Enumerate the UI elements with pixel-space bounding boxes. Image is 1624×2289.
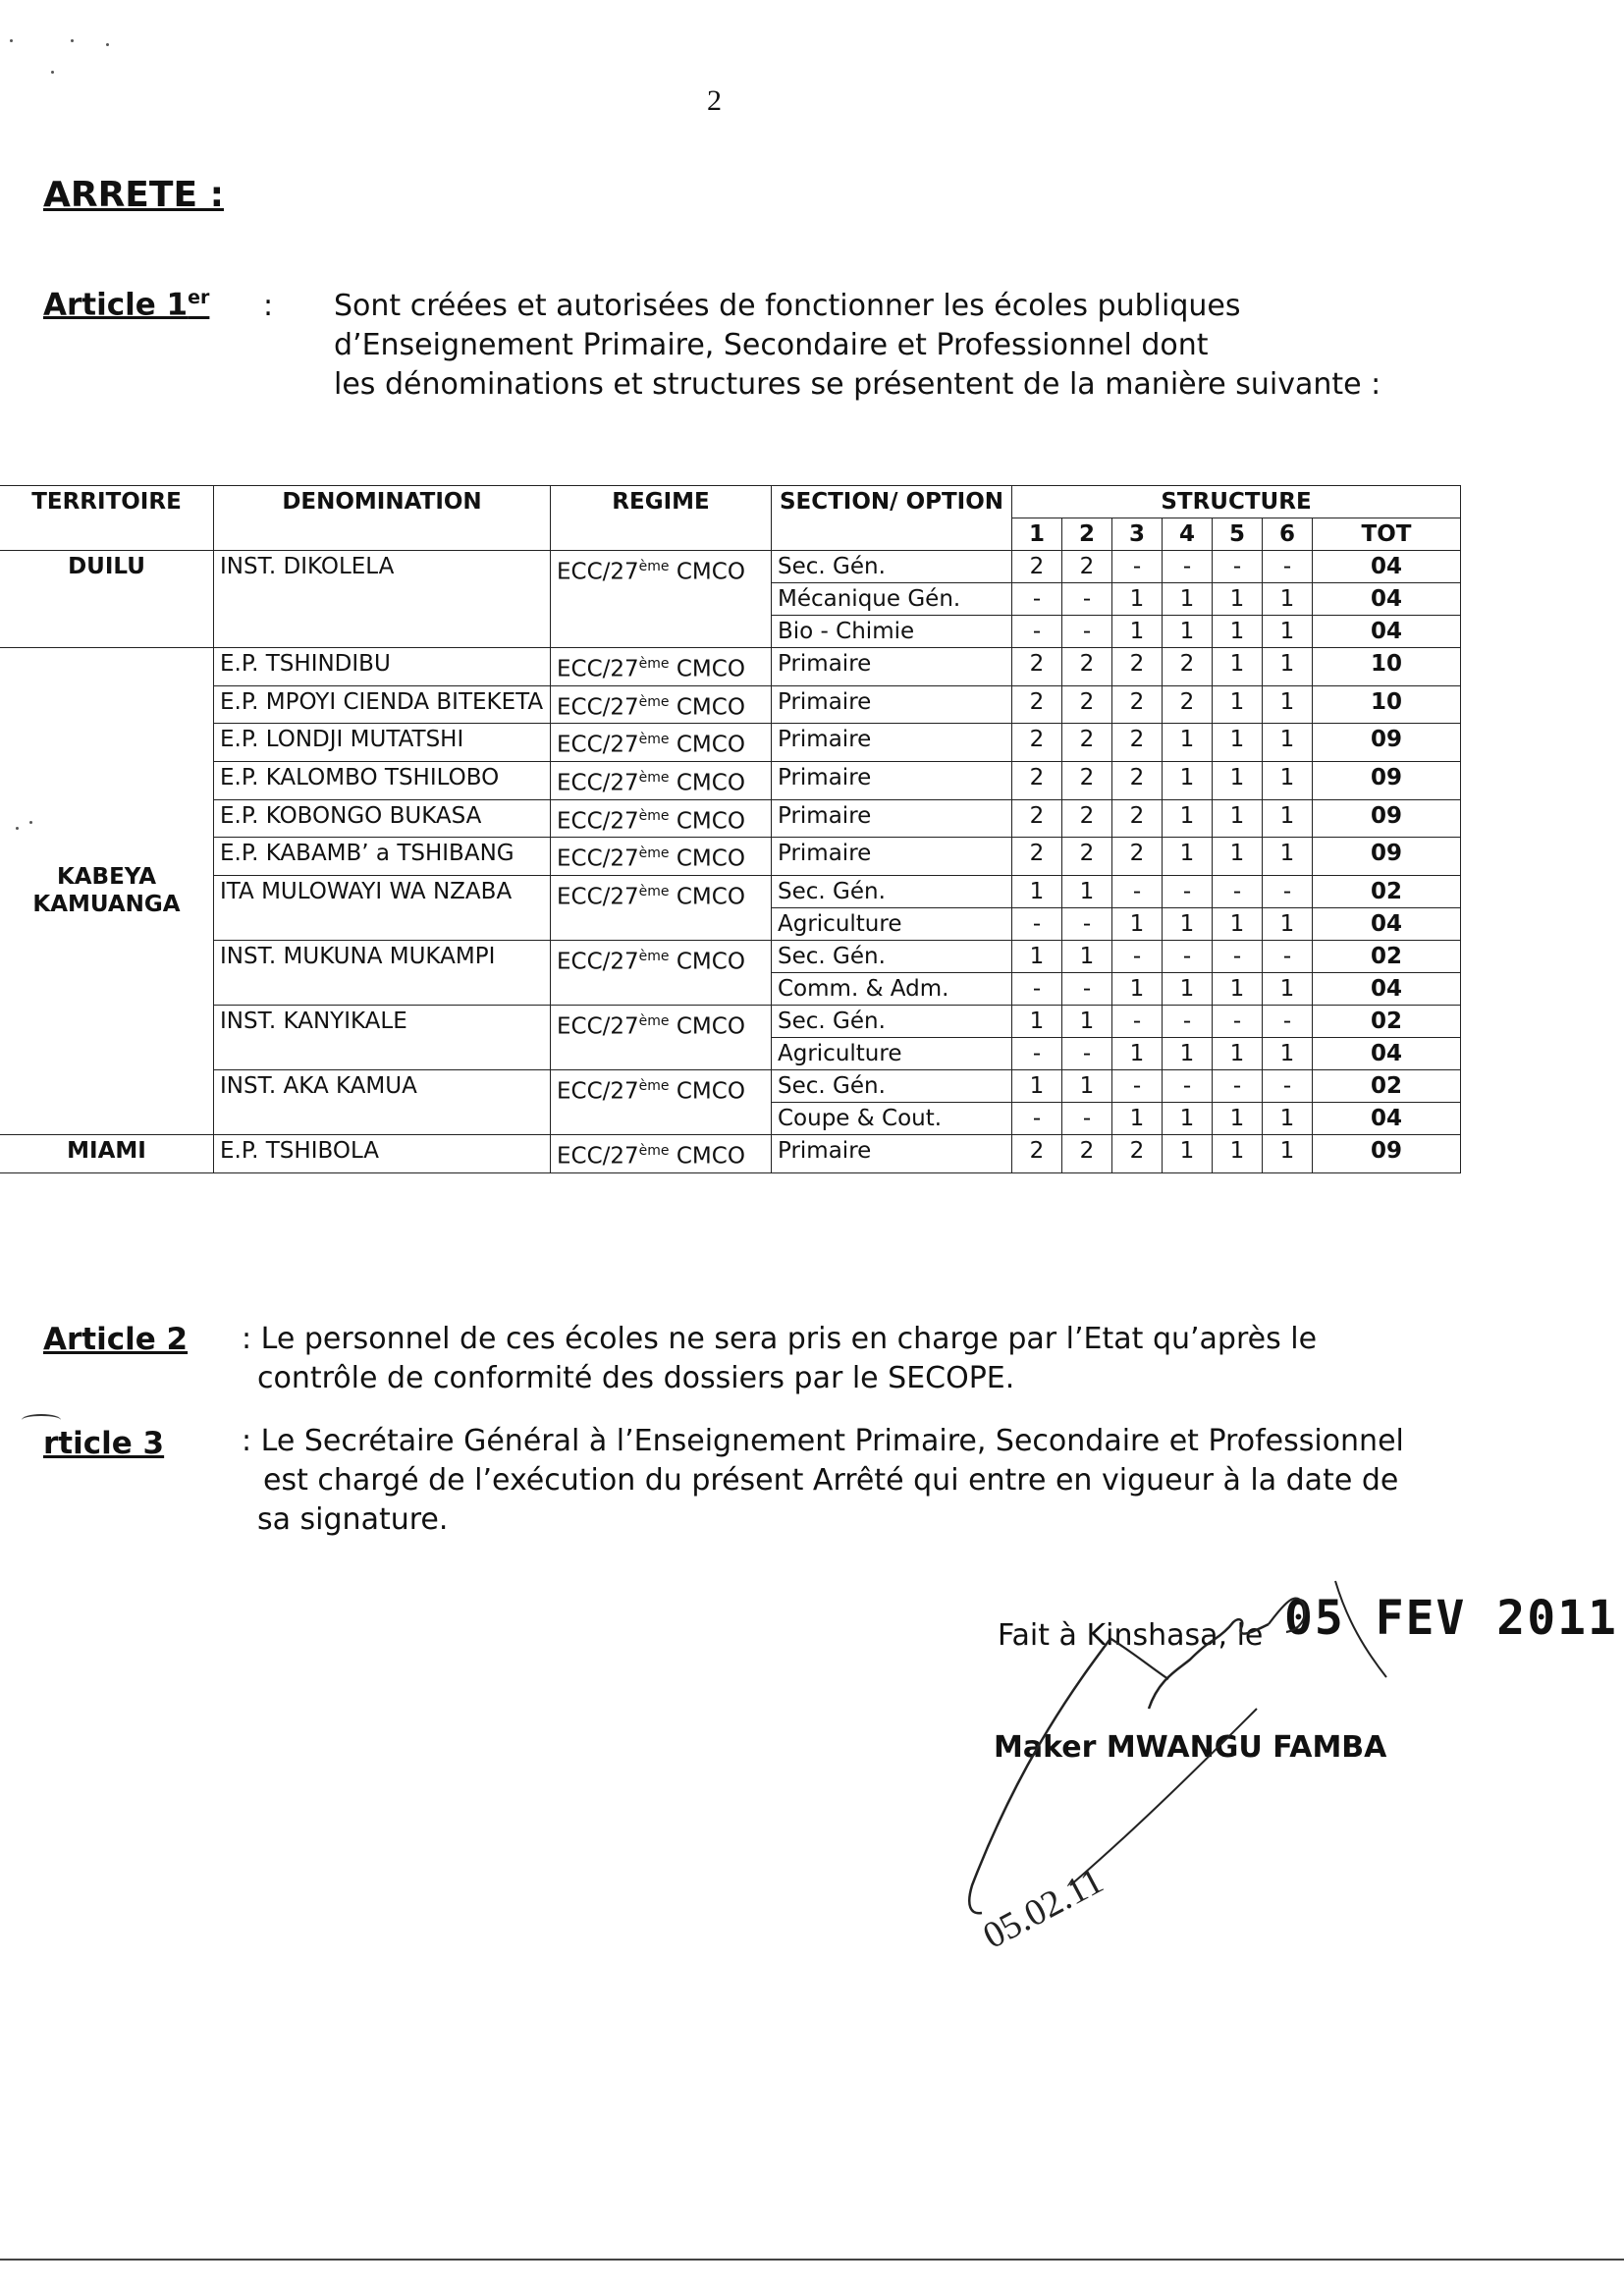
article-1-label-text: Article 1 <box>43 287 189 323</box>
denomination-cell: INST. KANYIKALE <box>214 1005 551 1069</box>
structure-cell: - <box>1213 1005 1263 1037</box>
article-2-text <box>242 1320 1420 1398</box>
structure-cell: 1 <box>1163 616 1213 648</box>
article-1-line: Sont créées et autorisées de fonctionner les écoles publiques <box>334 289 1241 323</box>
total-cell: 09 <box>1313 724 1461 762</box>
structure-cell: - <box>1163 1069 1213 1102</box>
section-option-cell: Agriculture <box>772 907 1012 940</box>
structure-cell: 1 <box>1263 907 1313 940</box>
denomination-cell: ITA MULOWAYI WA NZABA <box>214 875 551 940</box>
section-option-cell: Comm. & Adm. <box>772 972 1012 1005</box>
header-denomination: DENOMINATION <box>214 486 551 551</box>
structure-cell: 2 <box>1112 1134 1163 1172</box>
structure-cell: 1 <box>1112 1037 1163 1069</box>
structure-cell: 1 <box>1163 1037 1213 1069</box>
header-structure: STRUCTURE <box>1012 486 1461 518</box>
structure-cell: - <box>1012 1037 1062 1069</box>
header-structure-col: 3 <box>1112 518 1163 551</box>
structure-cell: 2 <box>1112 648 1163 686</box>
table-row <box>0 838 1461 876</box>
structure-cell: 2 <box>1062 724 1112 762</box>
table-row <box>0 1134 1461 1172</box>
table-body <box>0 551 1461 1173</box>
structure-cell: 1 <box>1263 799 1313 838</box>
structure-cell: - <box>1163 551 1213 583</box>
section-option-cell: Primaire <box>772 724 1012 762</box>
regime-cell <box>551 1134 772 1172</box>
regime-base: ECC/27 <box>557 949 639 975</box>
regime-cell <box>551 1069 772 1134</box>
structure-cell: 2 <box>1062 799 1112 838</box>
table-row <box>0 799 1461 838</box>
regime-cell <box>551 799 772 838</box>
regime-cell <box>551 838 772 876</box>
scan-artifact-mark <box>22 1414 61 1426</box>
regime-suffix: CMCO <box>669 656 745 682</box>
denomination-cell: E.P. KALOMBO TSHILOBO <box>214 761 551 799</box>
table-row <box>0 648 1461 686</box>
structure-cell: 2 <box>1012 761 1062 799</box>
structure-cell: 1 <box>1112 972 1163 1005</box>
territory-cell: DUILU <box>0 551 214 648</box>
header-structure-col: 5 <box>1213 518 1263 551</box>
table-row <box>0 1069 1461 1102</box>
header-section-option: SECTION/ OPTION <box>772 486 1012 551</box>
structure-cell: 1 <box>1263 616 1313 648</box>
total-cell: 09 <box>1313 838 1461 876</box>
structure-cell: - <box>1263 875 1313 907</box>
structure-cell: - <box>1213 940 1263 972</box>
structure-cell: - <box>1112 1005 1163 1037</box>
structure-cell: - <box>1062 907 1112 940</box>
regime-base: ECC/27 <box>557 808 639 835</box>
structure-cell: 1 <box>1213 1134 1263 1172</box>
denomination-cell: INST. MUKUNA MUKAMPI <box>214 940 551 1005</box>
regime-cell <box>551 1005 772 1069</box>
regime-suffix: CMCO <box>669 770 745 796</box>
territory-cell: MIAMI <box>0 1134 214 1172</box>
article-3-label: rticle 3 <box>43 1426 165 1461</box>
section-option-cell: Primaire <box>772 799 1012 838</box>
total-cell: 02 <box>1313 1069 1461 1102</box>
table-row <box>0 1005 1461 1037</box>
structure-cell: 1 <box>1213 972 1263 1005</box>
structure-cell: 1 <box>1163 583 1213 616</box>
regime-base: ECC/27 <box>557 1013 639 1040</box>
section-option-cell: Sec. Gén. <box>772 1005 1012 1037</box>
total-cell: 10 <box>1313 648 1461 686</box>
structure-cell: 1 <box>1213 1102 1263 1134</box>
structure-cell: 2 <box>1062 648 1112 686</box>
total-cell: 10 <box>1313 685 1461 724</box>
bottom-rule <box>0 2259 1624 2261</box>
regime-sup: ème <box>638 883 670 899</box>
structure-cell: 1 <box>1263 648 1313 686</box>
section-option-cell: Sec. Gén. <box>772 875 1012 907</box>
regime-cell <box>551 761 772 799</box>
structure-cell: 1 <box>1163 1134 1213 1172</box>
structure-cell: - <box>1012 972 1062 1005</box>
section-option-cell: Primaire <box>772 1134 1012 1172</box>
structure-cell: 2 <box>1012 648 1062 686</box>
total-cell: 04 <box>1313 972 1461 1005</box>
structure-cell: 1 <box>1062 940 1112 972</box>
structure-cell: - <box>1112 875 1163 907</box>
regime-base: ECC/27 <box>557 694 639 721</box>
regime-suffix: CMCO <box>669 1143 745 1170</box>
section-option-cell: Agriculture <box>772 1037 1012 1069</box>
regime-base: ECC/27 <box>557 732 639 758</box>
structure-cell: 1 <box>1163 724 1213 762</box>
structure-cell: 1 <box>1062 875 1112 907</box>
structure-cell: 1 <box>1112 907 1163 940</box>
denomination-cell: E.P. LONDJI MUTATSHI <box>214 724 551 762</box>
denomination-cell: E.P. TSHIBOLA <box>214 1134 551 1172</box>
structure-cell: 1 <box>1062 1005 1112 1037</box>
regime-base: ECC/27 <box>557 559 639 585</box>
denomination-cell: INST. DIKOLELA <box>214 551 551 648</box>
structure-cell: 1 <box>1263 761 1313 799</box>
regime-suffix: CMCO <box>669 1078 745 1105</box>
structure-cell: 2 <box>1012 799 1062 838</box>
structure-cell: 2 <box>1062 761 1112 799</box>
structure-cell: 1 <box>1112 1102 1163 1134</box>
article-1-line: d’Enseignement Primaire, Secondaire et Professionnel dont <box>334 328 1209 362</box>
handwritten-signature <box>962 1561 1414 1974</box>
structure-cell: 2 <box>1062 685 1112 724</box>
table-row <box>0 761 1461 799</box>
regime-sup: ème <box>638 1142 670 1159</box>
structure-cell: 2 <box>1112 685 1163 724</box>
denomination-cell: E.P. TSHINDIBU <box>214 648 551 686</box>
denomination-cell: INST. AKA KAMUA <box>214 1069 551 1134</box>
section-option-cell: Primaire <box>772 838 1012 876</box>
section-option-cell: Coupe & Cout. <box>772 1102 1012 1134</box>
table-row <box>0 724 1461 762</box>
structure-cell: 1 <box>1213 838 1263 876</box>
structure-cell: 1 <box>1213 685 1263 724</box>
structure-cell: - <box>1163 940 1213 972</box>
header-structure-col: 6 <box>1263 518 1313 551</box>
total-cell: 04 <box>1313 1037 1461 1069</box>
structure-cell: 1 <box>1163 1102 1213 1134</box>
table-row <box>0 551 1461 583</box>
structure-cell: 2 <box>1012 551 1062 583</box>
structure-cell: - <box>1213 875 1263 907</box>
structure-cell: - <box>1012 907 1062 940</box>
header-structure-col: 2 <box>1062 518 1112 551</box>
structure-cell: - <box>1062 616 1112 648</box>
structure-cell: - <box>1263 1069 1313 1102</box>
structure-cell: - <box>1263 1005 1313 1037</box>
structure-cell: - <box>1012 583 1062 616</box>
structure-cell: 1 <box>1213 583 1263 616</box>
regime-suffix: CMCO <box>669 1013 745 1040</box>
regime-sup: ème <box>638 948 670 964</box>
structure-cell: - <box>1012 1102 1062 1134</box>
structure-cell: 1 <box>1263 1134 1313 1172</box>
structure-cell: - <box>1062 1102 1112 1134</box>
structure-cell: - <box>1112 551 1163 583</box>
structure-cell: 2 <box>1012 685 1062 724</box>
structure-cell: 1 <box>1263 1102 1313 1134</box>
regime-base: ECC/27 <box>557 884 639 910</box>
section-option-cell: Sec. Gén. <box>772 1069 1012 1102</box>
regime-cell <box>551 648 772 686</box>
structure-cell: 1 <box>1012 1005 1062 1037</box>
regime-sup: ème <box>638 769 670 786</box>
article-1-label <box>43 287 209 322</box>
structure-cell: 2 <box>1012 838 1062 876</box>
article-1-colon: : <box>263 289 274 323</box>
regime-sup: ème <box>638 845 670 862</box>
structure-cell: 1 <box>1213 907 1263 940</box>
header-structure-col: 4 <box>1163 518 1213 551</box>
structure-cell: 2 <box>1163 648 1213 686</box>
structure-cell: 1 <box>1263 583 1313 616</box>
regime-cell <box>551 724 772 762</box>
total-cell: 04 <box>1313 551 1461 583</box>
section-option-cell: Sec. Gén. <box>772 940 1012 972</box>
date-stamp: 05 FEV 2011 <box>1284 1591 1618 1646</box>
denomination-cell: E.P. KOBONGO BUKASA <box>214 799 551 838</box>
structure-cell: - <box>1112 1069 1163 1102</box>
regime-base: ECC/27 <box>557 1078 639 1105</box>
structure-cell: 2 <box>1112 799 1163 838</box>
structure-cell: 1 <box>1263 685 1313 724</box>
regime-suffix: CMCO <box>669 808 745 835</box>
structure-cell: 1 <box>1112 616 1163 648</box>
regime-suffix: CMCO <box>669 884 745 910</box>
regime-sup: ème <box>638 807 670 824</box>
place-date-line: Fait à Kinshasa, le <box>998 1618 1264 1653</box>
structure-cell: 1 <box>1263 1037 1313 1069</box>
total-cell: 04 <box>1313 616 1461 648</box>
section-option-cell: Sec. Gén. <box>772 551 1012 583</box>
table-row <box>0 685 1461 724</box>
structure-cell: 1 <box>1163 799 1213 838</box>
regime-base: ECC/27 <box>557 770 639 796</box>
header-structure-col: 1 <box>1012 518 1062 551</box>
structure-cell: 2 <box>1112 838 1163 876</box>
structure-cell: 2 <box>1112 761 1163 799</box>
regime-sup: ème <box>638 693 670 710</box>
total-cell: 02 <box>1313 875 1461 907</box>
structure-cell: 2 <box>1012 1134 1062 1172</box>
article-1-line: les dénominations et structures se présentent de la manière suivante : <box>334 367 1381 402</box>
structure-cell: - <box>1012 616 1062 648</box>
regime-base: ECC/27 <box>557 656 639 682</box>
denomination-cell: E.P. MPOYI CIENDA BITEKETA <box>214 685 551 724</box>
handwritten-date: 05.02.11 <box>976 1860 1110 1957</box>
article-3-line: est chargé de l’exécution du présent Arrêté qui entre en vigueur à la date de <box>263 1463 1399 1498</box>
regime-sup: ème <box>638 656 670 672</box>
structure-cell: 1 <box>1112 583 1163 616</box>
structure-cell: 2 <box>1163 685 1213 724</box>
structure-cell: - <box>1163 1005 1213 1037</box>
structure-cell: 1 <box>1163 838 1213 876</box>
regime-suffix: CMCO <box>669 845 745 872</box>
regime-suffix: CMCO <box>669 949 745 975</box>
regime-cell <box>551 685 772 724</box>
regime-base: ECC/27 <box>557 1143 639 1170</box>
header-territoire: TERRITOIRE <box>0 486 214 551</box>
header-regime: REGIME <box>551 486 772 551</box>
regime-base: ECC/27 <box>557 845 639 872</box>
section-option-cell: Primaire <box>772 685 1012 724</box>
structure-cell: 1 <box>1263 724 1313 762</box>
structure-cell: 1 <box>1263 972 1313 1005</box>
structure-cell: 1 <box>1163 972 1213 1005</box>
total-cell: 09 <box>1313 1134 1461 1172</box>
denomination-cell: E.P. KABAMB’ a TSHIBANG <box>214 838 551 876</box>
structure-cell: 1 <box>1012 940 1062 972</box>
structure-cell: 1 <box>1213 1037 1263 1069</box>
structure-cell: 2 <box>1062 1134 1112 1172</box>
article-1-text <box>334 287 1453 405</box>
structure-cell: 2 <box>1112 724 1163 762</box>
article-3-line: sa signature. <box>257 1502 449 1537</box>
article-3-text <box>242 1422 1449 1540</box>
decree-heading: ARRETE : <box>43 175 224 215</box>
structure-cell: 1 <box>1213 616 1263 648</box>
section-option-cell: Primaire <box>772 648 1012 686</box>
structure-cell: - <box>1062 1037 1112 1069</box>
total-cell: 09 <box>1313 799 1461 838</box>
structure-cell: - <box>1213 1069 1263 1102</box>
regime-suffix: CMCO <box>669 559 745 585</box>
structure-cell: 1 <box>1213 724 1263 762</box>
total-cell: 09 <box>1313 761 1461 799</box>
structure-cell: 2 <box>1062 838 1112 876</box>
regime-cell <box>551 875 772 940</box>
total-cell: 02 <box>1313 1005 1461 1037</box>
structure-cell: - <box>1062 583 1112 616</box>
structure-cell: 1 <box>1213 761 1263 799</box>
schools-table-container <box>0 485 1461 1173</box>
structure-cell: - <box>1112 940 1163 972</box>
article-2-line: contrôle de conformité des dossiers par le SECOPE. <box>257 1361 1015 1395</box>
table-row <box>0 875 1461 907</box>
structure-cell: 1 <box>1213 648 1263 686</box>
schools-table <box>0 485 1461 1173</box>
section-option-cell: Primaire <box>772 761 1012 799</box>
regime-suffix: CMCO <box>669 694 745 721</box>
structure-cell: - <box>1062 972 1112 1005</box>
article-2-label: Article 2 <box>43 1322 189 1357</box>
regime-suffix: CMCO <box>669 732 745 758</box>
structure-cell: - <box>1213 551 1263 583</box>
total-cell: 02 <box>1313 940 1461 972</box>
regime-sup: ème <box>638 1012 670 1029</box>
regime-sup: ème <box>638 732 670 748</box>
structure-cell: 1 <box>1263 838 1313 876</box>
article-1-label-sup: er <box>188 287 210 308</box>
territory-cell: KABEYA KAMUANGA <box>0 648 214 1135</box>
total-cell: 04 <box>1313 907 1461 940</box>
signer-name: Maker MWANGU FAMBA <box>994 1730 1387 1765</box>
header-structure-total: TOT <box>1313 518 1461 551</box>
structure-cell: 1 <box>1213 799 1263 838</box>
section-option-cell: Bio - Chimie <box>772 616 1012 648</box>
structure-cell: 1 <box>1012 875 1062 907</box>
article-3-line: : Le Secrétaire Général à l’Enseignement Primaire, Secondaire et Professionnel <box>242 1424 1404 1458</box>
page-number: 2 <box>707 84 722 117</box>
regime-sup: ème <box>638 559 670 574</box>
structure-cell: - <box>1163 875 1213 907</box>
regime-cell <box>551 551 772 648</box>
structure-cell: 2 <box>1012 724 1062 762</box>
structure-cell: 1 <box>1163 761 1213 799</box>
regime-cell <box>551 940 772 1005</box>
article-2-line: : Le personnel de ces écoles ne sera pris en charge par l’Etat qu’après le <box>242 1322 1318 1356</box>
structure-cell: - <box>1263 551 1313 583</box>
total-cell: 04 <box>1313 583 1461 616</box>
structure-cell: 1 <box>1163 907 1213 940</box>
structure-cell: 1 <box>1062 1069 1112 1102</box>
total-cell: 04 <box>1313 1102 1461 1134</box>
regime-sup: ème <box>638 1077 670 1094</box>
structure-cell: 2 <box>1062 551 1112 583</box>
structure-cell: - <box>1263 940 1313 972</box>
structure-cell: 1 <box>1012 1069 1062 1102</box>
table-row <box>0 940 1461 972</box>
section-option-cell: Mécanique Gén. <box>772 583 1012 616</box>
